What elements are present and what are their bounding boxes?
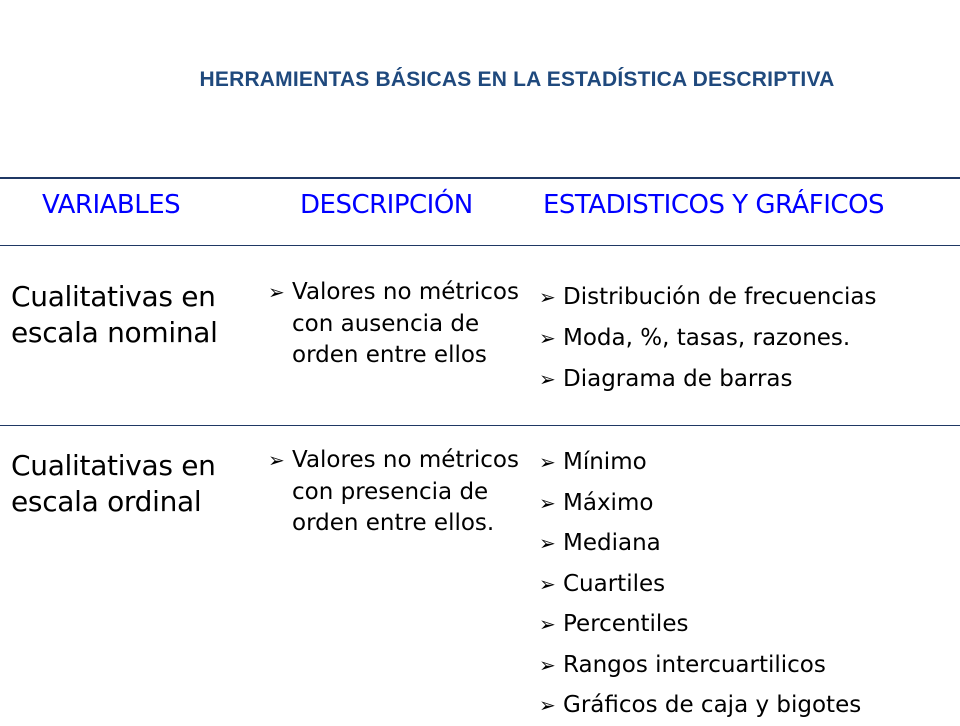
list-item <box>266 277 531 372</box>
arrow-bullet-icon: ➢ <box>539 285 556 309</box>
arrow-bullet-icon: ➢ <box>539 612 556 636</box>
arrow-bullet-icon: ➢ <box>539 531 556 555</box>
list-item-label: Máximo <box>563 489 654 516</box>
header-bottom-rule <box>0 245 960 246</box>
table-top-rule <box>0 177 960 179</box>
list-item <box>537 318 957 359</box>
row-2-variable: Cualitativas en escala ordinal <box>11 449 216 518</box>
arrow-bullet-icon: ➢ <box>539 367 556 391</box>
list-item <box>537 564 957 605</box>
row-1-variable: Cualitativas en escala nominal <box>11 280 218 349</box>
arrow-bullet-icon: ➢ <box>539 450 556 474</box>
list-item-label: Gráficos de caja y bigotes <box>563 692 862 718</box>
list-item <box>537 604 957 645</box>
header-estadisticos: ESTADISTICOS Y GRÁFICOS <box>543 190 885 220</box>
list-item <box>537 442 957 483</box>
list-item-label: Diagrama de barras <box>563 366 793 392</box>
list-item-label: Mínimo <box>563 449 647 475</box>
list-item <box>537 277 957 318</box>
row-2-descripcion: Valores no métricos con presencia de orden entre ellos. <box>292 447 519 536</box>
arrow-bullet-icon: ➢ <box>539 571 556 596</box>
arrow-bullet-icon: ➢ <box>539 652 556 677</box>
list-item-label: Mediana <box>563 530 661 556</box>
arrow-bullet-icon: ➢ <box>539 326 556 350</box>
list-item <box>537 523 957 564</box>
header-descripcion: DESCRIPCIÓN <box>300 190 473 220</box>
row-2-descripcion-list <box>266 445 531 540</box>
list-item-label: Moda, %, tasas, razones. <box>563 325 851 351</box>
list-item <box>537 645 957 686</box>
list-item <box>537 359 957 400</box>
header-variables: VARIABLES <box>42 190 181 220</box>
list-item <box>537 483 957 524</box>
list-item-label: Distribución de frecuencias <box>563 284 877 310</box>
page-title: HERRAMIENTAS BÁSICAS EN LA ESTADÍSTICA DESCRIPTIVA <box>199 68 835 91</box>
arrow-bullet-icon: ➢ <box>539 693 556 717</box>
list-item <box>537 685 957 726</box>
arrow-bullet-icon: ➢ <box>268 448 285 472</box>
row-divider-rule <box>0 425 960 426</box>
row-2-estadisticos-list <box>537 442 957 726</box>
row-1-descripcion: Valores no métricos con ausencia de orden entre ellos <box>292 279 519 368</box>
arrow-bullet-icon: ➢ <box>268 280 285 304</box>
arrow-bullet-icon: ➢ <box>539 490 556 515</box>
list-item-label: Cuartiles <box>563 570 666 597</box>
list-item-label: Rangos intercuartilicos <box>563 651 826 678</box>
list-item <box>266 445 531 540</box>
list-item-label: Percentiles <box>563 611 689 637</box>
row-1-descripcion-list <box>266 277 531 372</box>
row-1-estadisticos-list <box>537 277 957 400</box>
